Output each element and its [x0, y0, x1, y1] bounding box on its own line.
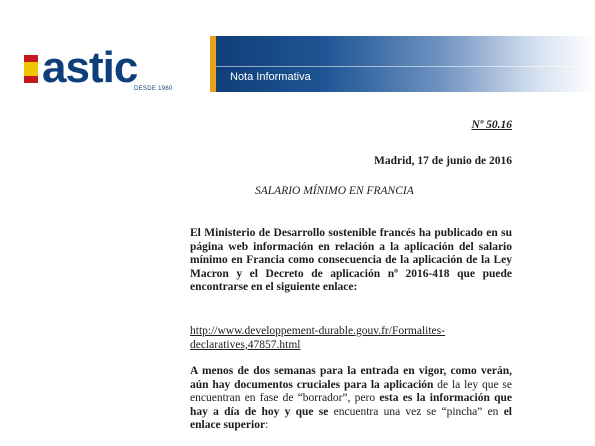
logo-since: DESDE 1960 [134, 86, 173, 92]
source-link[interactable]: http://www.developpement-durable.gouv.fr/Formalites-declaratives,47857.html [190, 325, 445, 351]
header-banner [210, 36, 595, 92]
paragraph-notice [190, 365, 512, 433]
title-part2: EN FRANCIA [348, 185, 414, 197]
notice-s4: encuentra una vez se “pincha” en [328, 405, 504, 418]
document-date: Madrid, 17 de junio de 2016 [373, 155, 512, 167]
document-number: Nº 50.16 [471, 119, 512, 131]
logo-wordmark: astic [42, 43, 138, 92]
notice-s1: A menos de dos semanas para la entrada en vigor, como verán, aún hay documentos cruciales para la aplicación [190, 365, 512, 391]
spain-flag-icon [24, 55, 38, 83]
banner-label: Nota Informativa [230, 71, 311, 83]
notice-s2: de la ley que se encuentran en fase de “borrador”, pero [190, 378, 512, 405]
astic-logo [20, 43, 180, 94]
title-part1: SALARIO MÍNIMO [255, 185, 349, 197]
notice-s6: : [265, 419, 269, 432]
document-title [255, 185, 414, 197]
notice-s5: el enlace superior [190, 405, 512, 432]
banner-divider [216, 66, 576, 67]
paragraph-intro: El Ministerio de Desarrollo sostenible francés ha publicado en su página web información en relación a la aplicación del salario mínimo en Francia como consecuencia de la aplicación de la Ley Macron y el Decreto de aplicación nº 2016-418 que puede encontrarse en el siguiente enlace: [190, 227, 512, 294]
notice-s3: esta es la información que hay a día de hoy y que se [190, 392, 512, 418]
banner-accent [210, 36, 216, 92]
